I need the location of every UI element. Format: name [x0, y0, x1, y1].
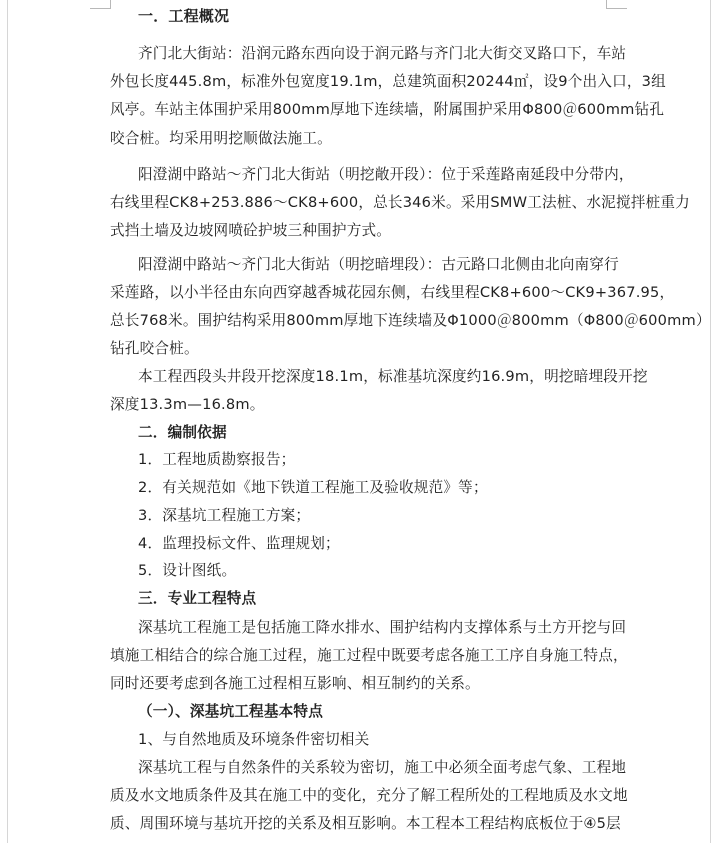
- paragraph-line: 齐门北大街站：沿润元路东西向设于润元路与齐门北大街交叉路口下，车站: [138, 45, 627, 62]
- page-left-edge: [7, 0, 8, 843]
- sub-item: 1、与自然地质及环境条件密切相关: [138, 731, 370, 748]
- basis-item: 3．深基坑工程施工方案；: [138, 507, 311, 524]
- paragraph-line: 总长768米。围护结构采用800mm厚地下连续墙及Φ1000＠800mm（Φ800＠600mm）: [110, 312, 711, 329]
- paragraph-line: 右线里程CK8+253.886～CK8+600，总长346米。采用SMW工法桩、水泥搅拌桩重力: [110, 194, 690, 211]
- paragraph-line: 咬合桩。均采用明挖顺做法施工。: [110, 130, 332, 147]
- paragraph-line: 质、周围环境与基坑开挖的关系及相互影响。本工程本工程结构底板位于④5层: [110, 815, 621, 832]
- paragraph-line: 阳澄湖中路站～齐门北大街站（明挖敞开段）：位于采莲路南延段中分带内，: [138, 166, 634, 183]
- heading-professional-features: 三．专业工程特点: [138, 590, 257, 607]
- paragraph-line: 质及水文地质条件及其在施工中的变化，充分了解工程所处的工程地质及水文地: [110, 787, 628, 804]
- paragraph-line: 钻孔咬合桩。: [110, 340, 199, 357]
- paragraph-line: 本工程西段头井段开挖深度18.1m，标准基坑深度约16.9m，明挖暗埋段开挖: [138, 368, 648, 385]
- heading-project-overview: 一．工程概况: [138, 7, 230, 25]
- paragraph-line: 外包长度445.8m，标准外包宽度19.1m，总建筑面积20244㎡，设9个出入口，3组: [110, 73, 666, 90]
- paragraph-line: 采莲路，以小半径由东向西穿越香城花园东侧，右线里程CK8+600～CK9+367.95，: [110, 284, 675, 301]
- subheading-basic-features: （一）、深基坑工程基本特点: [138, 703, 324, 720]
- basis-item: 4．监理投标文件、监理规划；: [138, 535, 340, 552]
- basis-item: 2．有关规范如《地下铁道工程施工及验收规范》等；: [138, 479, 488, 496]
- basis-item: 5．设计图纸。: [138, 562, 237, 579]
- page-right-edge: [710, 0, 711, 843]
- basis-item: 1．工程地质勘察报告；: [138, 451, 296, 468]
- paragraph-line: 式挡土墙及边坡网喷砼护坡三种围护方式。: [110, 222, 392, 239]
- paragraph-line: 风亭。车站主体围护采用800mm厚地下连续墙，附属围护采用Φ800＠600mm钻孔: [110, 101, 665, 118]
- paragraph-line: 深基坑工程与自然条件的关系较为密切，施工中必须全面考虑气象、工程地: [138, 759, 627, 776]
- paragraph-line: 深基坑工程施工是包括施工降水排水、围护结构内支撑体系与土方开挖与回: [138, 619, 627, 636]
- heading-compilation-basis: 二．编制依据: [138, 424, 227, 441]
- margin-corner-mark-left: [90, 0, 111, 9]
- paragraph-line: 深度13.3m—16.8m。: [110, 396, 265, 413]
- paragraph-line: 填施工相结合的综合施工过程，施工过程中既要考虑各施工工序自身施工特点，: [110, 647, 628, 664]
- margin-corner-mark-right: [606, 0, 627, 9]
- paragraph-line: 同时还要考虑到各施工过程相互影响、相互制约的关系。: [110, 675, 480, 692]
- paragraph-line: 阳澄湖中路站～齐门北大街站（明挖暗埋段）：古元路口北侧由北向南穿行: [138, 256, 619, 273]
